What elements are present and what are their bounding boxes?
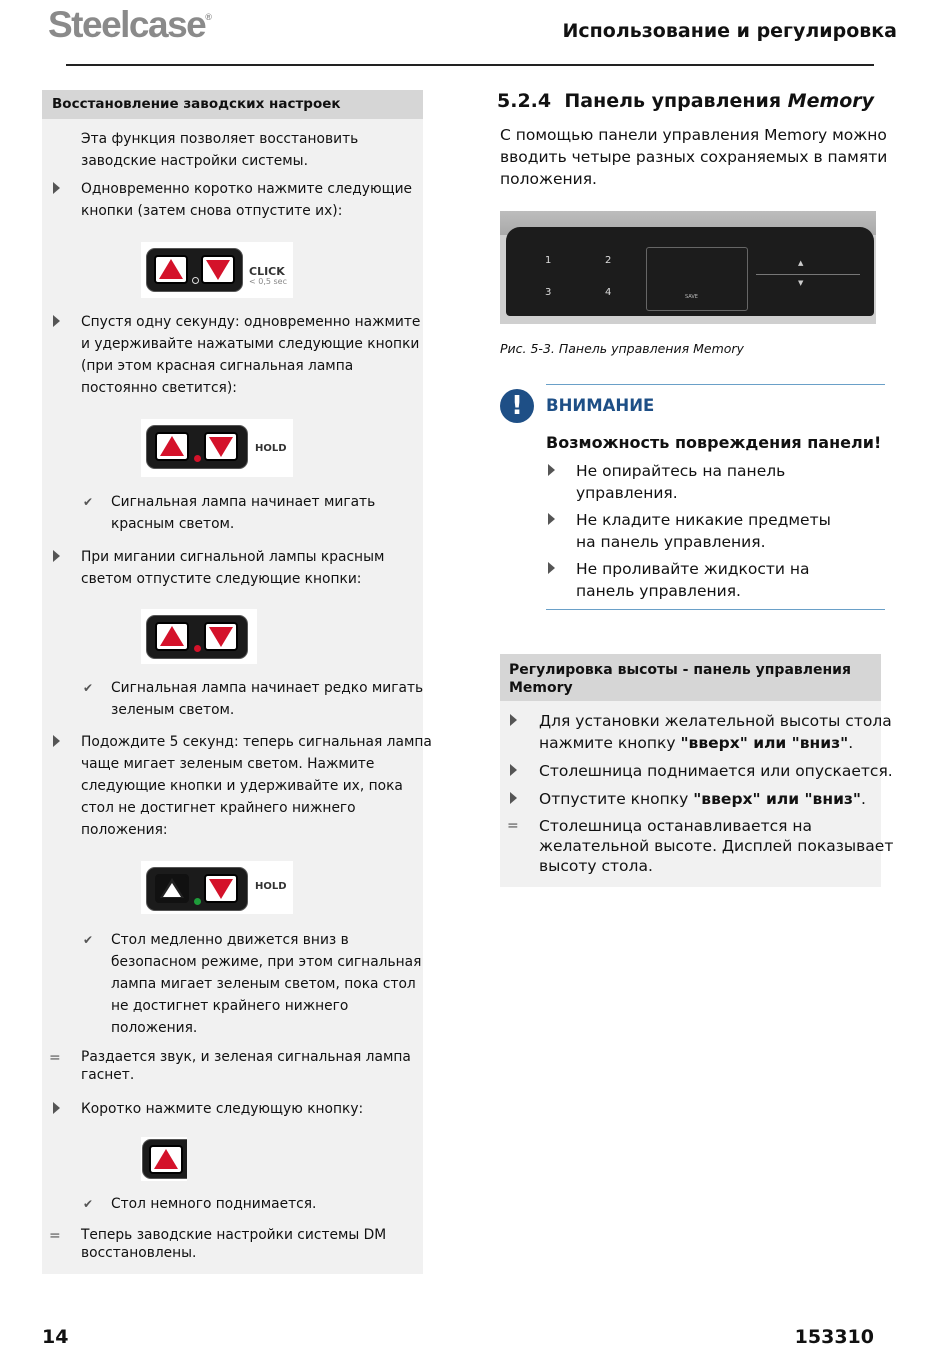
warning-item-1: Не опирайтесь на панель управления. [576, 462, 786, 502]
height-adjust-header: Регулировка высоты - панель управления Memory [500, 654, 881, 701]
factory-reset-header: Восстановление заводских настроек [42, 90, 423, 119]
up-button-icon [149, 1145, 183, 1174]
steelcase-logo: Steelcase® [48, 4, 212, 45]
result-4-text: Стол немного поднимается. [111, 1196, 317, 1212]
equals-icon: = [49, 1228, 61, 1244]
step-arrow-icon [53, 182, 60, 194]
page-number: 14 [42, 1326, 69, 1348]
factory-reset-intro: Эта функция позволяет восстановить заводские настройки системы. [81, 131, 359, 169]
keypad [142, 1139, 187, 1179]
keypad-image-hold-green [141, 861, 293, 914]
up-arrow-icon: ▲ [798, 259, 804, 267]
key-1: 1 [545, 255, 552, 266]
signal-lamp-red-icon [194, 645, 201, 652]
down-button-icon [201, 255, 235, 284]
key-3: 3 [545, 287, 552, 298]
bullet-arrow-icon [548, 562, 555, 574]
keypad [146, 615, 248, 659]
page-header-title: Использование и регулировка [562, 20, 897, 42]
keypad [146, 425, 248, 469]
down-arrow-icon: ▼ [798, 279, 804, 287]
bullet-arrow-icon [510, 792, 517, 804]
keypad [146, 248, 243, 292]
warning-exclamation-icon: ! [500, 389, 534, 423]
step-arrow-icon [53, 550, 60, 562]
keypad-image-hold-red [141, 419, 293, 477]
keypad [146, 867, 248, 911]
result-2-text: Сигнальная лампа начинает редко мигать зеленым светом. [111, 680, 424, 718]
memory-intro: С помощью панели управления Memory можно вводить четыре разных сохраняемых в памяти положения. [500, 126, 888, 188]
up-button-icon [155, 622, 189, 651]
result-3-text: Стол медленно движется вниз в безопасном режиме, при этом сигнальная лампа мигает зеленым светом, пока стол не достигнет крайнего нижнего положения. [111, 932, 422, 1036]
check-icon: ✔ [83, 495, 94, 509]
up-button-icon [155, 432, 189, 461]
document-number: 153310 [794, 1326, 874, 1348]
click-duration-label: < 0,5 sec [249, 277, 287, 286]
equals-icon: = [507, 818, 519, 834]
signal-lamp-off-icon [192, 277, 199, 284]
warning-subtitle: Возможность повреждения панели! [546, 433, 882, 452]
bullet-arrow-icon [548, 513, 555, 525]
up-button-icon [155, 874, 189, 903]
updown-divider [756, 274, 860, 275]
check-icon: ✔ [83, 681, 94, 695]
keypad-image-click [141, 242, 293, 298]
result-1-text: Сигнальная лампа начинает мигать красным светом. [111, 494, 376, 532]
header-rule [66, 64, 874, 66]
hold-label: HOLD [255, 881, 287, 892]
figure-caption: Рис. 5-3. Панель управления Memory [500, 341, 744, 356]
bullet-arrow-icon [510, 714, 517, 726]
step-4-text: Подождите 5 секунд: теперь сигнальная лампа чаще мигает зеленым светом. Нажмите следующие кнопки и удерживайте их, пока стол не достигнет крайнего нижнего положения: [81, 734, 432, 838]
step-arrow-icon [53, 1102, 60, 1114]
step-1-text: Одновременно коротко нажмите следующие кнопки (затем снова отпустите их): [81, 181, 413, 219]
signal-lamp-red-icon [194, 455, 201, 462]
key-2: 2 [605, 255, 612, 266]
step-3-text: При мигании сигнальной лампы красным светом отпустите следующие кнопки: [81, 549, 385, 587]
check-icon: ✔ [83, 1197, 94, 1211]
height-item-2: Столешница поднимается или опускается. [539, 762, 893, 780]
up-button-icon [154, 255, 188, 284]
warning-bottom-rule [546, 609, 885, 610]
bullet-arrow-icon [548, 464, 555, 476]
height-item-1: Для установки желательной высоты стола нажмите кнопку "вверх" или "вниз". [539, 712, 892, 752]
step-arrow-icon [53, 315, 60, 327]
step-2-text: Спустя одну секунду: одновременно нажмите и удерживайте нажатыми следующие кнопки (при этом красная сигнальная лампа постоянно светится): [81, 314, 421, 396]
hold-label: HOLD [255, 443, 287, 454]
down-button-icon [204, 874, 238, 903]
section-heading: 5.2.4 Панель управления Memory [497, 90, 875, 112]
down-button-icon [204, 432, 238, 461]
warning-top-rule [546, 384, 885, 385]
key-4: 4 [605, 287, 612, 298]
check-icon: ✔ [83, 933, 94, 947]
signal-lamp-green-icon [194, 898, 201, 905]
warning-item-3: Не проливайте жидкости на панель управления. [576, 560, 810, 600]
down-button-icon [204, 622, 238, 651]
memory-display [646, 247, 748, 311]
height-item-3: Отпустите кнопку "вверх" или "вниз". [539, 790, 866, 808]
warning-title: ВНИМАНИЕ [546, 396, 655, 415]
outcome-1-text: Раздается звук, и зеленая сигнальная лампа гаснет. [81, 1049, 411, 1083]
step-arrow-icon [53, 735, 60, 747]
warning-item-2: Не кладите никакие предметы на панель управления. [576, 511, 831, 551]
keypad-image-release [141, 609, 257, 664]
save-label: SAVE [685, 294, 698, 300]
equals-icon: = [49, 1050, 61, 1066]
click-label: CLICK [249, 265, 285, 278]
memory-panel-photo [500, 211, 876, 324]
height-item-4: Столешница останавливается на желательной высоте. Дисплей показывает высоту стола. [539, 817, 894, 875]
bullet-arrow-icon [510, 764, 517, 776]
keypad-image-up-only [141, 1137, 187, 1181]
step-5-text: Коротко нажмите следующую кнопку: [81, 1101, 364, 1117]
outcome-2-text: Теперь заводские настройки системы DM восстановлены. [81, 1227, 387, 1261]
